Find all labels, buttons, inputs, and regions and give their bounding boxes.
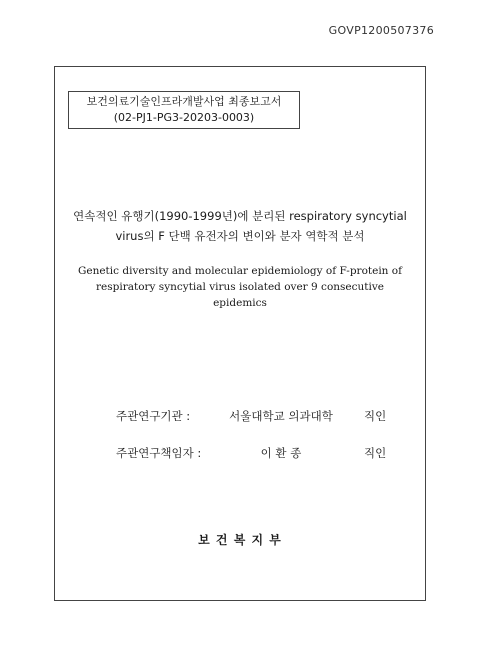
title-english-line-2: respiratory syncytial virus isolated over 9 consecutive [96,281,384,293]
report-info-box [68,91,300,129]
researcher-name: 이 환 종 [260,446,302,460]
page-frame [54,66,426,601]
institution-label: 주관연구기관 : [116,409,191,423]
title-korean-line-1: 연속적인 유행기(1990-1999년)에 분리된 respiratory syncytial [73,209,407,223]
institution-name: 서울대학교 의과대학 [229,409,333,423]
institution-seal-label: 직인 [364,409,387,423]
institution-row [0,408,480,426]
title-english [54,263,426,311]
program-report-label: 보건의료기술인프라개발사업 최종보고서 [86,95,282,108]
researcher-row [0,445,480,463]
researcher-label: 주관연구책임자 : [116,446,202,460]
project-code: (02-PJ1-PG3-20203-0003) [113,111,255,124]
title-english-line-1: Genetic diversity and molecular epidemiology of F-protein of [77,265,402,277]
title-korean-line-2: virus의 F 단백 유전자의 변이와 분자 역학적 분석 [115,229,365,243]
title-english-line-3: epidemics [213,297,267,309]
ministry-name: 보 건 복 지 부 [198,533,282,547]
title-korean [54,206,426,246]
researcher-seal-label: 직인 [364,446,387,460]
document-id: GOVP1200507376 [328,24,434,37]
